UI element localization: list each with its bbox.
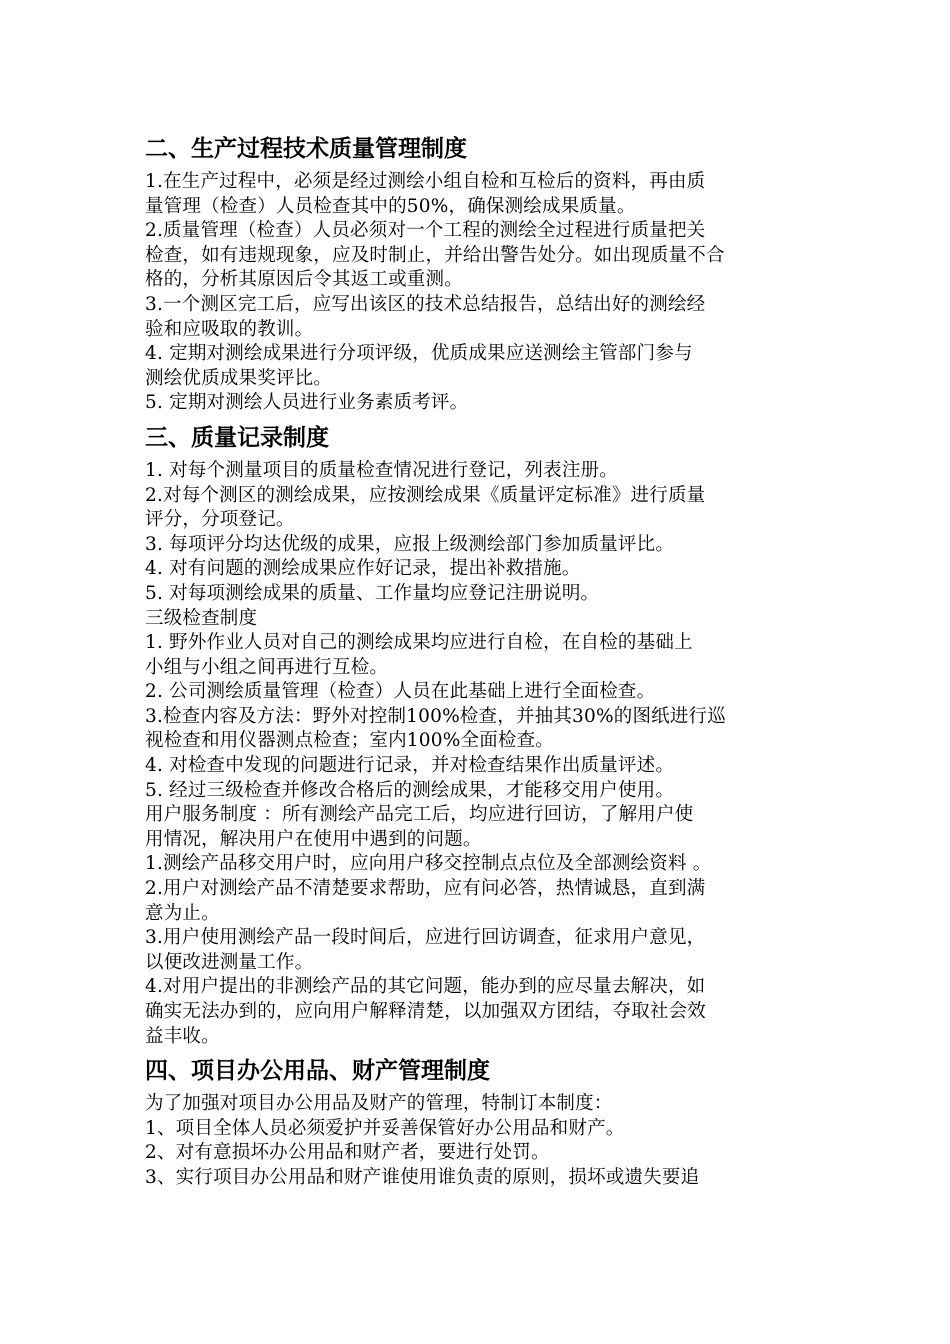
paragraph-line: 4. 对有问题的测绘成果应作好记录，提出补救措施。 bbox=[145, 558, 581, 580]
paragraph-line: 2. 公司测绘质量管理（检查）人员在此基础上进行全面检查。 bbox=[145, 681, 656, 703]
paragraph-line: 2.对每个测区的测绘成果，应按测绘成果《质量评定标准》进行质量 bbox=[145, 484, 706, 506]
section-body bbox=[145, 1092, 815, 1190]
paragraph-line: 2、对有意损坏办公用品和财产者，要进行处罚。 bbox=[145, 1142, 550, 1164]
paragraph-line: 4.对用户提出的非测绘产品的其它问题，能办到的应尽量去解决，如 bbox=[145, 976, 706, 998]
paragraph-line: 格的，分析其原因后令其返工或重测。 bbox=[145, 269, 463, 291]
paragraph-line: 量管理（检查）人员检查其中的50%，确保测绘成果质量。 bbox=[145, 195, 636, 217]
section-body bbox=[145, 459, 815, 1049]
paragraph-line: 3.用户使用测绘产品一段时间后，应进行回访调查，征求用户意见， bbox=[145, 927, 706, 949]
paragraph-line: 3、实行项目办公用品和财产谁使用谁负责的原则，损坏或遗失要追 bbox=[145, 1166, 700, 1188]
paragraph-line: 视检查和用仪器测点检查；室内100%全面检查。 bbox=[145, 730, 554, 752]
paragraph-line: 以便改进测量工作。 bbox=[145, 951, 314, 973]
paragraph-line: 为了加强对项目办公用品及财产的管理，特制订本制度： bbox=[145, 1093, 613, 1115]
section-office-property bbox=[145, 1053, 815, 1190]
paragraph-line: 意为止。 bbox=[145, 902, 220, 924]
section-heading: 二、生产过程技术质量管理制度 bbox=[145, 136, 467, 162]
subheading-line: 三级检查制度 bbox=[145, 607, 258, 629]
paragraph-line: 用户服务制度 ：所有测绘产品完工后，均应进行回访，了解用户使 bbox=[145, 804, 694, 826]
paragraph-line: 2.用户对测绘产品不清楚要求帮助，应有问必答，热情诚恳，直到满 bbox=[145, 878, 706, 900]
document-page bbox=[145, 131, 815, 1195]
paragraph-line: 1.在生产过程中，必须是经过测绘小组自检和互检后的资料，再由质 bbox=[145, 171, 706, 192]
paragraph-line: 检查，如有违规现象，应及时制止，并给出警告处分。如出现质量不合 bbox=[145, 244, 725, 266]
paragraph-line: 1. 野外作业人员对自己的测绘成果均应进行自检，在自检的基础上 bbox=[145, 632, 693, 654]
paragraph-line: 评分，分项登记。 bbox=[145, 509, 295, 531]
paragraph-line: 小组与小组之间再进行互检。 bbox=[145, 656, 389, 678]
paragraph-line: 测绘优质成果奖评比。 bbox=[145, 367, 333, 389]
section-body bbox=[145, 170, 815, 416]
paragraph-line: 确实无法办到的，应向用户解释清楚，以加强双方团结，夺取社会效 bbox=[145, 1001, 707, 1022]
paragraph-line: 5. 对每项测绘成果的质量、工作量均应登记注册说明。 bbox=[145, 582, 600, 604]
paragraph-line: 验和应吸取的教训。 bbox=[145, 318, 314, 340]
section-heading: 三、质量记录制度 bbox=[145, 424, 329, 451]
paragraph-line: 4. 对检查中发现的问题进行记录，并对检查结果作出质量评述。 bbox=[145, 755, 675, 777]
paragraph-line: 5. 定期对测绘人员进行业务素质考评。 bbox=[145, 392, 469, 414]
section-quality-records bbox=[145, 420, 815, 1049]
paragraph-line: 4. 定期对测绘成果进行分项评级，优质成果应送测绘主管部门参与 bbox=[145, 343, 693, 365]
section-heading: 四、项目办公用品、财产管理制度 bbox=[145, 1058, 490, 1085]
paragraph-line: 1. 对每个测量项目的质量检查情况进行登记，列表注册。 bbox=[145, 459, 618, 481]
paragraph-line: 1.测绘产品移交用户时，应向用户移交控制点点位及全部测绘资料 。 bbox=[145, 853, 712, 875]
paragraph-line: 2.质量管理（检查）人员必须对一个工程的测绘全过程进行质量把关 bbox=[145, 220, 706, 242]
paragraph-line: 用情况，解决用户在使用中遇到的问题。 bbox=[145, 828, 482, 850]
paragraph-line: 3.检查内容及方法：野外对控制100%检查，并抽其30%的图纸进行巡 bbox=[145, 705, 726, 727]
section-production-quality bbox=[145, 131, 815, 416]
paragraph-line: 3. 每项评分均达优级的成果，应报上级测绘部门参加质量评比。 bbox=[145, 533, 675, 555]
paragraph-line: 1、项目全体人员必须爱护并妥善保管好办公用品和财产。 bbox=[145, 1117, 625, 1139]
paragraph-line: 5. 经过三级检查并修改合格后的测绘成果，才能移交用户使用。 bbox=[145, 779, 675, 801]
paragraph-line: 3.一个测区完工后，应写出该区的技术总结报告，总结出好的测绘经 bbox=[145, 293, 706, 315]
paragraph-line: 益丰收。 bbox=[145, 1025, 220, 1047]
